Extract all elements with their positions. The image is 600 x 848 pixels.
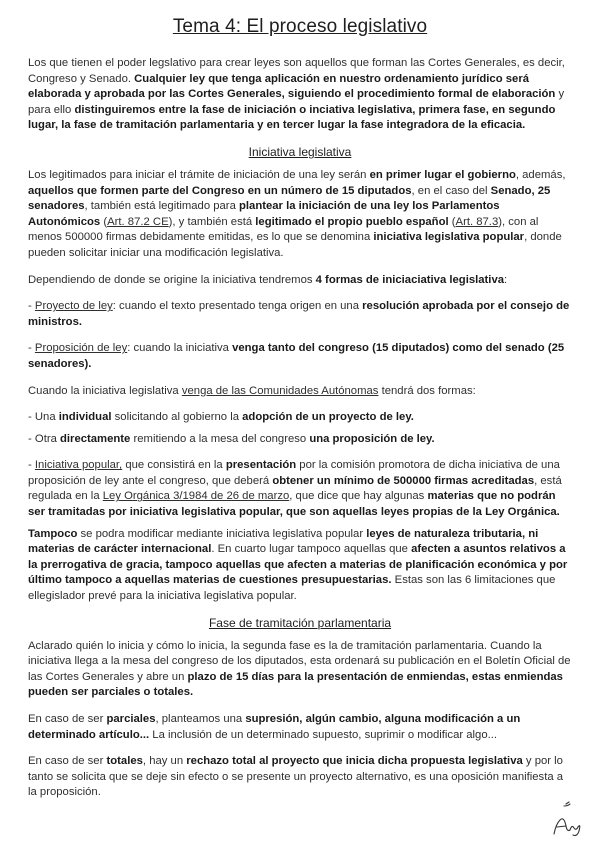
bold-run: rechazo total al proyecto que inicia dicha propuesta legislativa bbox=[186, 755, 523, 768]
bold-run: adopción de un proyecto de ley. bbox=[242, 411, 414, 424]
text-run: - Otra bbox=[28, 432, 61, 445]
parciales-paragraph bbox=[28, 712, 572, 743]
underlined-run: Proyecto de ley bbox=[34, 300, 113, 313]
text-run: que consistirá en la bbox=[122, 459, 226, 472]
section-heading-tramitacion: Fase de tramitación parlamentaria bbox=[208, 615, 392, 630]
bold-run: resolución aprobada por el consejo de ministros. bbox=[28, 300, 570, 328]
bold-run: plazo de 15 días para la presentación de enmiendas, estas enmiendas pueden ser parciales o totales. bbox=[28, 670, 563, 699]
text-run: tendrá dos formas: bbox=[378, 384, 476, 397]
text-run: - Una bbox=[28, 411, 59, 424]
bold-run: individual bbox=[58, 411, 112, 424]
bold-run: Senado, 25 senadores bbox=[28, 184, 551, 213]
formas-paragraph bbox=[28, 273, 572, 289]
text-run: y por lo tanto se solicita que se deje sin efecto o se presente un proyecto alternativo, es una oposición manifiesta a la proposición. bbox=[28, 755, 564, 799]
text-run: - bbox=[28, 342, 35, 355]
text-run: Estas son las 6 limitaciones que ellegislador prevé para la iniciativa legislativa popular. bbox=[28, 574, 556, 603]
text-run: En caso de ser bbox=[28, 713, 107, 725]
text-run: ), con al menos 500000 firmas debidamente emitidas, es lo que se denomina bbox=[28, 215, 539, 244]
bold-run: Tampoco bbox=[28, 527, 78, 540]
text-run: : cuando la iniciativa bbox=[127, 342, 233, 355]
text-run: , también está legitimado para bbox=[84, 200, 239, 213]
text-run: , que dice que hay algunas bbox=[289, 490, 428, 503]
text-run: - bbox=[28, 300, 35, 313]
page-title: Tema 4: El proceso legislativo bbox=[172, 16, 428, 37]
text-run: , además, bbox=[515, 168, 566, 181]
legitimados-paragraph bbox=[28, 168, 572, 262]
text-run: . En cuarto lugar tampoco aquellas que bbox=[211, 543, 412, 556]
bold-run: afecten a asuntos relativos a la prerrogativa de gracia, tampoco aquellas que afecten a materias de planificación económica y por último tampoco a aquellas materias de cuestiones presupuestarias. bbox=[28, 543, 568, 587]
text-run: ( bbox=[100, 215, 108, 228]
text-run: Aclarado quién lo inicia y cómo lo inicia, la segunda fase es la de tramitación parlamentaria. Cuando la iniciativa llega a la mesa del congreso de los diputados, esta ordenará su publicación en el Boletín Oficial de las Cortes Generales y abre un bbox=[28, 639, 571, 683]
comunidades-paragraph bbox=[28, 384, 572, 400]
proposicion-de-ley-item bbox=[28, 341, 572, 372]
text-run: remitiendo a la mesa del congreso bbox=[130, 432, 310, 445]
text-run: : cuando el texto presentado tenga origen en una bbox=[112, 300, 363, 313]
iniciativa-popular-item bbox=[28, 458, 572, 520]
limitaciones-paragraph bbox=[28, 527, 572, 605]
intro-paragraph bbox=[28, 56, 572, 134]
bold-run: venga tanto del congreso (15 diputados) como del senado (25 senadores). bbox=[28, 342, 565, 370]
text-run: , está regulada en la bbox=[28, 474, 562, 503]
text-run: se podra modificar mediante iniciativa legislativa popular bbox=[77, 527, 367, 540]
document-page bbox=[28, 16, 572, 807]
underlined-run: Ley Orgánica 3/1984 de 26 de marzo bbox=[102, 490, 290, 503]
text-run: En caso de ser bbox=[28, 755, 107, 768]
individual-item bbox=[28, 410, 572, 426]
totales-paragraph bbox=[28, 754, 572, 801]
bold-run: iniciativa legislativa popular bbox=[373, 231, 525, 244]
text-run: Dependiendo de donde se origine la iniciativa tendremos bbox=[28, 273, 316, 286]
tramitacion-paragraph bbox=[28, 639, 572, 701]
text-run: por la comisión promotora de dicha iniciativa de una proposición de ley ante el congreso, que deberá bbox=[28, 459, 560, 487]
bold-run: directamente bbox=[60, 432, 131, 445]
text-run: La inclusión de un determinado supuesto, suprimir o modificar algo... bbox=[149, 728, 498, 741]
author-signature-icon bbox=[546, 800, 586, 840]
text-run: , planteamos una bbox=[155, 713, 246, 725]
bold-run: legitimado el propio pueblo español bbox=[255, 215, 449, 228]
text-run: ), y también está bbox=[168, 215, 256, 228]
bold-run: leyes de naturaleza tributaria, ni materias de carácter internacional bbox=[28, 527, 539, 556]
bold-run: Cualquier ley que tenga aplicación en nuestro ordenamiento jurídico será elaborada y aprobada por las Cortes Generales, siguiendo el procedimiento formal de elaboración bbox=[28, 72, 556, 101]
underlined-run: Art. 87.3 bbox=[455, 215, 499, 228]
underlined-run: venga de las Comunidades Autónomas bbox=[181, 384, 379, 397]
underlined-run: Proposición de ley bbox=[34, 342, 128, 355]
text-run: solicitando al gobierno la bbox=[111, 411, 243, 424]
bold-run: obtener un mínimo de 500000 firmas acreditadas bbox=[272, 474, 535, 487]
bold-run: aquellos que formen parte del Congreso en un número de 15 diputados bbox=[28, 184, 412, 197]
bold-run: parciales bbox=[106, 713, 156, 725]
text-run: Los legitimados para iniciar el trámite de iniciación de una ley serán bbox=[28, 168, 370, 181]
text-run: Cuando la iniciativa legislativa bbox=[28, 384, 182, 397]
bold-run: presentación bbox=[225, 459, 297, 472]
underlined-run: Iniciativa popular, bbox=[34, 459, 123, 472]
section-heading-iniciativa: Iniciativa legislativa bbox=[248, 144, 352, 159]
text-run: - bbox=[28, 459, 35, 472]
underlined-run: Art. 87.2 CE bbox=[107, 215, 169, 228]
directamente-item bbox=[28, 432, 572, 448]
text-run: y para ello bbox=[28, 88, 565, 116]
text-run: , hay un bbox=[142, 755, 187, 768]
bold-run: distinguiremos entre la fase de iniciación o inciativa legislativa, primera fase, en segundo lugar, la fase de tramitación parlamentaria y en tercer lugar la fase integradora de la eficacia. bbox=[28, 103, 556, 132]
text-run: , donde pueden solicitar iniciar una modificación legislativa. bbox=[28, 231, 562, 259]
bold-run: supresión, algún cambio, alguna modificación a un determinado artículo... bbox=[28, 713, 521, 741]
bold-run: plantear la iniciación de una ley los Parlamentos Autonómicos bbox=[28, 200, 500, 228]
text-run: ( bbox=[448, 215, 456, 228]
bold-run: una proposición de ley. bbox=[309, 432, 435, 445]
bold-run: materias que no podrán ser tramitadas por iniciativa legislativa popular, que son aquellas leyes propias de la Ley Orgánica. bbox=[28, 490, 560, 519]
text-run: , en el caso del bbox=[411, 184, 491, 197]
text-run: Los que tienen el poder legslativo para crear leyes son aquellos que forman las Cortes Generales, es decir, Congreso y Senado. bbox=[28, 57, 565, 85]
text-run: : bbox=[504, 273, 508, 286]
bold-run: 4 formas de iniciaciativa legislativa bbox=[315, 273, 505, 286]
proyecto-de-ley-item bbox=[28, 299, 572, 330]
bold-run: totales bbox=[106, 755, 143, 768]
bold-run: en primer lugar el gobierno bbox=[369, 168, 516, 181]
